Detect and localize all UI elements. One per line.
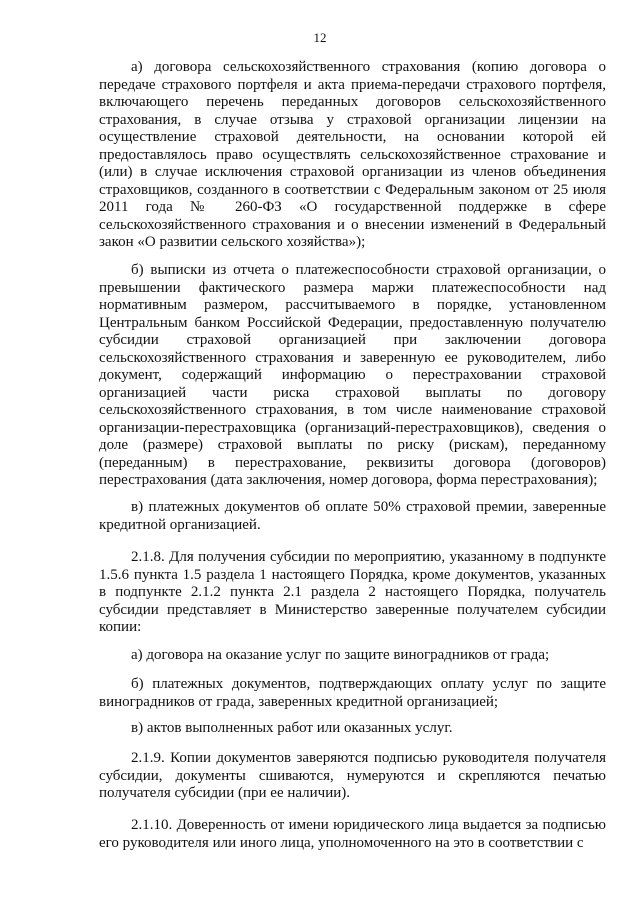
page-number: 12	[313, 30, 327, 45]
paragraph-b-service-payment-documents: б) платежных документов, подтверждающих оплату услуг по защите виноградников от града, заверенных кредитной организацией;	[99, 676, 606, 710]
paragraph-a-hail-protection-contract: а) договора на оказание услуг по защите виноградников от града;	[131, 647, 550, 663]
paragraph-b-solvency-report: б) выписки из отчета о платежеспособности страховой организации, о превышении фактического размера маржи платежеспособности над нормативным размером, рассчитываемого в порядке, установленном Центральным банком Российской Федерации, предоставленную получателю субсидии страховой организацией при заключении договора сельскохозяйственного страхования и заверенную ее руководителем, либо документ, содержащий информацию о перестраховании страховой организацией части риска страховой выплаты по договору сельскохозяйственного страхования, в том числе наименование страховой организации-перестраховщика (организаций-перестраховщиков), сведения о доле (размере) страховой выплаты по риску (рискам), переданному (переданным) в перестрахование, реквизиты договора (договоров) перестрахования (дата заключения, номер договора, форма перестрахования);	[99, 262, 606, 488]
paragraph-2-1-8: 2.1.8. Для получения субсидии по мероприятию, указанному в подпункте 1.5.6 пункта 1.5 раздела 1 настоящего Порядка, кроме документов, указанных в подпункте 2.1.2 пункта 2.1 раздела 2 настоящего Порядка, получатель субсидии представляет в Министерство заверенные получателем субсидии копии:	[99, 549, 606, 635]
paragraph-v-payment-documents: в) платежных документов об оплате 50% страховой премии, заверенные кредитной организацией.	[99, 499, 606, 533]
paragraph-a-insurance-contract: а) договора сельскохозяйственного страхования (копию договора о передаче страхового портфеля и акта приема-передачи страхового портфеля, включающего перечень переданных договоров сельскохозяйственного страхования, в случае отзыва у страховой организации лицензии на осуществление страховой деятельности, на основании которой ей предоставлялось право осуществлять сельскохозяйственное страхование и (или) в случае исключения страховой организации из членов объединения страховщиков, созданного в соответствии с Федеральным законом от 25 июля 2011 года № 260-ФЗ «О государственной поддержке в сфере сельскохозяйственного страхования и о внесении изменений в Федеральный закон «О развитии сельского хозяйства»);	[99, 59, 606, 250]
paragraph-2-1-9: 2.1.9. Копии документов заверяются подписью руководителя получателя субсидии, документы сшиваются, нумеруются и скрепляются печатью получателя субсидии (при ее наличии).	[99, 750, 606, 801]
paragraph-2-1-10: 2.1.10. Доверенность от имени юридического лица выдается за подписью его руководителя или иного лица, уполномоченного на это в соответствии с	[99, 817, 606, 851]
paragraph-v-work-acts: в) актов выполненных работ или оказанных услуг.	[131, 720, 453, 736]
